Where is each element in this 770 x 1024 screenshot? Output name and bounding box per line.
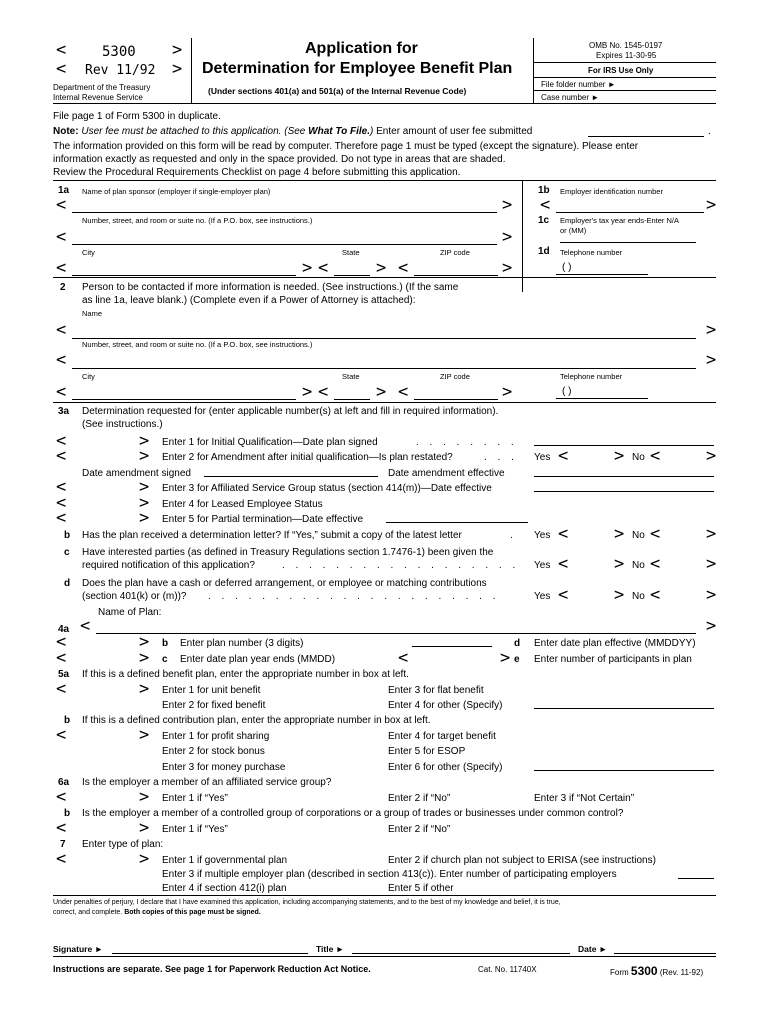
right-angle-bracket-icon: > (706, 585, 717, 605)
left-angle-bracket-icon: < (56, 382, 67, 402)
line-7-number: 7 (60, 839, 66, 850)
line-3a-text: Determination requested for (enter applicable number(s) at left and fill in required information). (82, 406, 499, 417)
line-5b-text: If this is a defined contribution plan, enter the appropriate number in box at left. (82, 715, 431, 726)
revision-field[interactable]: Rev 11/92 (85, 63, 156, 78)
line-4c-number: c (162, 654, 168, 665)
catalog-number: Cat. No. 11740X (478, 965, 537, 974)
right-angle-bracket-icon: > (139, 818, 150, 838)
option-unit-benefit: Enter 1 for unit benefit (162, 685, 261, 696)
right-angle-bracket-icon: > (139, 648, 150, 668)
computer-read-instruction-2: information exactly as requested and only in the space provided. Do not type in areas that are shaded. (53, 154, 506, 165)
left-angle-bracket-icon: < (56, 493, 67, 513)
option-profit-sharing: Enter 1 for profit sharing (162, 731, 270, 742)
leader-dots: . . . . . . . . (416, 437, 518, 448)
option-controlled-group-yes: Enter 1 if “Yes” (162, 824, 228, 835)
right-angle-bracket-icon: > (172, 40, 183, 60)
left-angle-bracket-icon: < (398, 648, 409, 668)
line-3c-number: c (64, 547, 70, 558)
left-angle-bracket-icon: < (56, 508, 67, 528)
line-3d-number: d (64, 578, 71, 589)
option-412i-plan: Enter 4 if section 412(i) plan (162, 883, 287, 894)
left-angle-bracket-icon: < (56, 258, 67, 278)
right-angle-bracket-icon: > (139, 725, 150, 745)
arrow-right-icon: ► (607, 80, 616, 89)
line-1a-label: Name of plan sponsor (employer if single-employer plan) (82, 187, 271, 196)
left-angle-bracket-icon: < (650, 585, 661, 605)
right-angle-bracket-icon: > (139, 431, 150, 451)
line-2-number: 2 (60, 282, 66, 293)
line-5a-number: 5a (58, 669, 70, 680)
right-angle-bracket-icon: > (706, 554, 717, 574)
right-angle-bracket-icon: > (614, 524, 625, 544)
left-angle-bracket-icon: < (56, 632, 67, 652)
perjury-statement: Under penalties of perjury, I declare that I have examined this application, including accompanying statements, and to the best of my knowledge and belief, it is true, (53, 899, 561, 906)
right-angle-bracket-icon: > (502, 227, 513, 247)
right-angle-bracket-icon: > (139, 679, 150, 699)
left-angle-bracket-icon: < (650, 554, 661, 574)
contact-street-field[interactable] (72, 368, 696, 369)
participating-employers-field[interactable] (678, 878, 714, 879)
right-angle-bracket-icon: > (139, 477, 150, 497)
option-amendment: Enter 2 for Amendment after initial qualification—Is plan restated? (162, 452, 453, 463)
line-3b-text: Has the plan received a determination letter? If “Yes,” submit a copy of the latest letter (82, 530, 462, 541)
signature-label: Signature ► (53, 944, 103, 954)
left-angle-bracket-icon: < (56, 431, 67, 451)
checklist-instruction: Review the Procedural Requirements Checklist on page 4 before submitting this application. (53, 167, 461, 178)
partial-termination-date-field[interactable] (386, 522, 528, 523)
date-amendment-signed-label: Date amendment signed (82, 468, 191, 479)
line-4e-text: Enter number of participants in plan (534, 654, 692, 665)
option-multiple-employer-plan: Enter 3 if multiple employer plan (described in section 413(c)). Enter number of participating employers (162, 869, 617, 880)
title-field[interactable] (352, 953, 570, 954)
option-other-contribution: Enter 6 for other (Specify) (388, 762, 503, 773)
option-church-plan: Enter 2 if church plan not subject to ERISA (see instructions) (388, 855, 656, 866)
form-title-line2: Determination for Employee Benefit Plan (202, 60, 513, 77)
right-angle-bracket-icon: > (302, 258, 313, 278)
option-controlled-group-no: Enter 2 if “No” (388, 824, 451, 835)
line-1c-label-2: or (MM) (560, 226, 587, 235)
perjury-statement-2: correct, and complete. Both copies of this page must be signed. (53, 909, 261, 916)
option-governmental-plan: Enter 1 if governmental plan (162, 855, 288, 866)
left-angle-bracket-icon: < (56, 59, 67, 79)
contact-name-field[interactable] (72, 338, 696, 339)
line-7-text: Enter type of plan: (82, 839, 164, 850)
sponsor-street-field[interactable] (72, 244, 497, 245)
left-angle-bracket-icon: < (56, 195, 67, 215)
computer-read-instruction: The information provided on this form will be read by computer. Therefore page 1 must be typed (except the signature). Please enter (53, 141, 639, 152)
option-other-plan: Enter 5 if other (388, 883, 454, 894)
form-number-field[interactable]: 5300 (102, 44, 136, 60)
line-4d-text: Enter date plan effective (MMDDYY) (534, 638, 696, 649)
line-3d-text: Does the plan have a cash or deferred arrangement, or employee or matching contributions (82, 578, 487, 589)
right-angle-bracket-icon: > (139, 632, 150, 652)
line-3d-text-2: (section 401(k) or (m))? (82, 591, 187, 602)
line-2-text: Person to be contacted if more information is needed. (See instructions.) (If the same (82, 282, 459, 293)
line-4e-number: e (514, 654, 520, 665)
line-5a-text: If this is a defined benefit plan, enter the appropriate number in box at left. (82, 669, 409, 680)
right-angle-bracket-icon: > (614, 585, 625, 605)
form-subtitle: (Under sections 401(a) and 501(a) of the Internal Revenue Code) (208, 86, 467, 96)
left-angle-bracket-icon: < (558, 554, 569, 574)
left-angle-bracket-icon: < (56, 679, 67, 699)
employer-id-field[interactable] (556, 212, 704, 213)
leader-dots: . . . (484, 452, 518, 463)
option-flat-benefit: Enter 3 for flat benefit (388, 685, 484, 696)
option-asg-yes: Enter 1 if “Yes” (162, 793, 228, 804)
date-field[interactable] (614, 953, 716, 954)
line-6b-number: b (64, 808, 71, 819)
right-angle-bracket-icon: > (139, 493, 150, 513)
arrow-right-icon: ► (94, 944, 103, 954)
option-initial-qualification: Enter 1 for Initial Qualification—Date plan signed (162, 437, 378, 448)
right-angle-bracket-icon: > (502, 195, 513, 215)
expiration-date: Expires 11-30-95 (596, 51, 657, 60)
right-angle-bracket-icon: > (172, 59, 183, 79)
contact-city-field[interactable] (72, 399, 296, 400)
other-contribution-specify-field[interactable] (534, 770, 714, 771)
date-amendment-signed-field[interactable] (204, 476, 378, 477)
telephone-label: Telephone number (560, 372, 623, 381)
state-label: State (342, 248, 360, 257)
right-angle-bracket-icon: > (376, 258, 387, 278)
no-label: No (632, 560, 645, 571)
line-1d-label: Telephone number (560, 248, 623, 257)
date-amendment-effective-label: Date amendment effective (388, 468, 505, 479)
left-angle-bracket-icon: < (56, 446, 67, 466)
case-number-label: Case number ► (541, 93, 600, 102)
line-3c-text-2: required notification of this application? (82, 560, 255, 571)
line-1d-number: 1d (538, 246, 550, 257)
city-label: City (82, 372, 95, 381)
right-angle-bracket-icon: > (706, 320, 717, 340)
department-label: Department of the Treasury (53, 83, 151, 92)
contact-state-field[interactable] (334, 399, 370, 400)
right-angle-bracket-icon: > (706, 446, 717, 466)
asg-date-effective-field[interactable] (534, 491, 714, 492)
arrow-right-icon: ► (335, 944, 345, 954)
no-label: No (632, 591, 645, 602)
right-angle-bracket-icon: > (139, 849, 150, 869)
contact-zip-field[interactable] (414, 399, 498, 400)
plan-name-field[interactable] (96, 633, 696, 634)
tax-year-end-field[interactable] (560, 242, 696, 243)
right-angle-bracket-icon: > (614, 446, 625, 466)
right-angle-bracket-icon: > (376, 382, 387, 402)
left-angle-bracket-icon: < (398, 382, 409, 402)
left-angle-bracket-icon: < (318, 258, 329, 278)
right-angle-bracket-icon: > (139, 508, 150, 528)
line-4d-number: d (514, 638, 521, 649)
left-angle-bracket-icon: < (56, 787, 67, 807)
right-angle-bracket-icon: > (706, 616, 717, 636)
line-4a-number: 4a (58, 624, 70, 635)
left-angle-bracket-icon: < (56, 227, 67, 247)
plan-sponsor-name-field[interactable] (72, 212, 497, 213)
line-4b-text: Enter plan number (3 digits) (180, 638, 304, 649)
state-label: State (342, 372, 360, 381)
contact-phone-field[interactable]: ( ) (562, 386, 572, 397)
form-title-line1: Application for (305, 40, 418, 57)
right-angle-bracket-icon: > (139, 446, 150, 466)
contact-name-label: Name (82, 309, 103, 318)
line-3b-number: b (64, 530, 71, 541)
left-angle-bracket-icon: < (56, 477, 67, 497)
sponsor-zip-field[interactable] (414, 275, 498, 276)
left-angle-bracket-icon: < (56, 725, 67, 745)
left-angle-bracket-icon: < (56, 818, 67, 838)
file-page-instruction: File page 1 of Form 5300 in duplicate. (53, 111, 221, 122)
zip-label: ZIP code (440, 372, 470, 381)
signature-field[interactable] (112, 953, 308, 954)
line-6a-number: 6a (58, 777, 70, 788)
right-angle-bracket-icon: > (706, 524, 717, 544)
right-angle-bracket-icon: > (302, 382, 313, 402)
line-1c-label: Employer's tax year ends-Enter N/A (560, 216, 679, 225)
left-angle-bracket-icon: < (650, 446, 661, 466)
leader-dots: . . . . . . . . . . . . . . . . . . . . . . (208, 591, 500, 602)
right-angle-bracket-icon: > (139, 787, 150, 807)
no-label: No (632, 452, 645, 463)
left-angle-bracket-icon: < (56, 648, 67, 668)
yes-label: Yes (534, 530, 551, 541)
line-6a-text: Is the employer a member of an affiliated service group? (82, 777, 332, 788)
left-angle-bracket-icon: < (56, 350, 67, 370)
line-5b-number: b (64, 715, 71, 726)
zip-label: ZIP code (440, 248, 470, 257)
paperwork-notice: Instructions are separate. See page 1 for Paperwork Reduction Act Notice. (53, 964, 371, 974)
line-2-text-2: as line 1a, leave blank.) (Complete even if a Power of Attorney is attached): (82, 295, 416, 306)
no-label: No (632, 530, 645, 541)
line-1b-label: Employer identification number (560, 187, 663, 196)
right-angle-bracket-icon: > (500, 648, 511, 668)
form-footer-label: Form 5300 (Rev. 11-92) (610, 964, 704, 978)
option-stock-bonus: Enter 2 for stock bonus (162, 746, 265, 757)
left-angle-bracket-icon: < (56, 849, 67, 869)
line-1a-number: 1a (58, 185, 70, 196)
title-label: Title ► (316, 944, 345, 954)
arrow-right-icon: ► (598, 944, 608, 954)
irs-use-label: For IRS Use Only (588, 66, 654, 75)
left-angle-bracket-icon: < (558, 446, 569, 466)
line-1c-number: 1c (538, 215, 550, 226)
user-fee-note: Note: User fee must be attached to this application. (See What To File.) Enter amount of user fee submitted (53, 126, 533, 137)
arrow-right-icon: ► (591, 93, 600, 102)
plan-number-field[interactable] (412, 646, 492, 647)
contact-street-label: Number, street, and room or suite no. (If a P.O. box, see instructions.) (82, 340, 313, 349)
line-4b-number: b (162, 638, 169, 649)
left-angle-bracket-icon: < (558, 524, 569, 544)
agency-label: Internal Revenue Service (53, 93, 143, 102)
left-angle-bracket-icon: < (80, 616, 91, 636)
left-angle-bracket-icon: < (398, 258, 409, 278)
sponsor-city-field[interactable] (72, 275, 296, 276)
sponsor-state-field[interactable] (334, 275, 370, 276)
right-angle-bracket-icon: > (706, 350, 717, 370)
option-partial-termination: Enter 5 for Partial termination—Date effective (162, 514, 364, 525)
option-affiliated-service-group: Enter 3 for Affiliated Service Group status (section 414(m))—Date effective (162, 483, 492, 494)
yes-label: Yes (534, 452, 551, 463)
date-amendment-effective-field[interactable] (534, 476, 714, 477)
option-other-benefit: Enter 4 for other (Specify) (388, 700, 503, 711)
left-angle-bracket-icon: < (56, 320, 67, 340)
option-esop: Enter 5 for ESOP (388, 746, 466, 757)
line-3a-text-2: (See instructions.) (82, 419, 163, 430)
omb-number: OMB No. 1545-0197 (589, 41, 663, 50)
option-asg-no: Enter 2 if “No” (388, 793, 451, 804)
left-angle-bracket-icon: < (650, 524, 661, 544)
yes-label: Yes (534, 560, 551, 571)
name-of-plan-label: Name of Plan: (98, 607, 162, 618)
right-angle-bracket-icon: > (502, 258, 513, 278)
option-money-purchase: Enter 3 for money purchase (162, 762, 286, 773)
user-fee-amount-field[interactable] (588, 136, 704, 137)
left-angle-bracket-icon: < (540, 195, 551, 215)
period: . (708, 126, 711, 137)
line-4c-text: Enter date plan year ends (MMDD) (180, 654, 336, 665)
option-asg-not-certain: Enter 3 if “Not Certain” (534, 793, 635, 804)
right-angle-bracket-icon: > (502, 382, 513, 402)
yes-label: Yes (534, 591, 551, 602)
left-angle-bracket-icon: < (318, 382, 329, 402)
line-3a-number: 3a (58, 406, 70, 417)
sponsor-street-label: Number, street, and room or suite no. (If a P.O. box, see instructions.) (82, 216, 313, 225)
sponsor-phone-field[interactable]: ( ) (562, 262, 572, 273)
line-1b-number: 1b (538, 185, 550, 196)
line-3c-text: Have interested parties (as defined in Treasury Regulations section 1.7476-1) been given the (82, 547, 494, 558)
right-angle-bracket-icon: > (614, 554, 625, 574)
date-label: Date ► (578, 944, 608, 954)
city-label: City (82, 248, 95, 257)
leader-dots: . . . . . . . . . . . . . . . . . . (282, 560, 520, 571)
left-angle-bracket-icon: < (558, 585, 569, 605)
other-benefit-specify-field[interactable] (534, 708, 714, 709)
option-target-benefit: Enter 4 for target benefit (388, 731, 496, 742)
option-leased-employee: Enter 4 for Leased Employee Status (162, 499, 323, 510)
line-6b-text: Is the employer a member of a controlled group of corporations or a group of trades or businesses under common control? (82, 808, 624, 819)
option-fixed-benefit: Enter 2 for fixed benefit (162, 700, 266, 711)
left-angle-bracket-icon: < (56, 40, 67, 60)
leader-dots: . (510, 530, 517, 541)
right-angle-bracket-icon: > (706, 195, 717, 215)
file-folder-label: File folder number ► (541, 80, 616, 89)
